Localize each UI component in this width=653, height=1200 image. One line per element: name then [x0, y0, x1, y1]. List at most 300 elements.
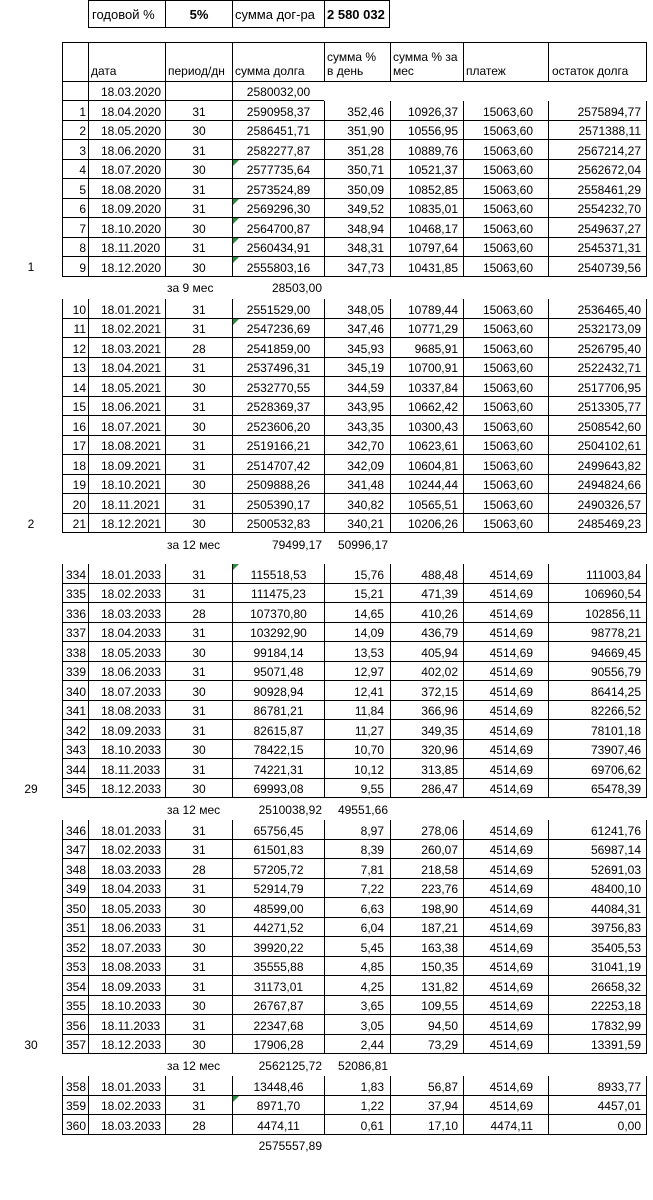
row-date: 18.11.2033: [88, 759, 165, 779]
row-date: 18.02.2033: [88, 584, 165, 604]
summary-row: [0, 1054, 653, 1074]
row-payment: 15063,60: [463, 455, 548, 475]
row-payment: 15063,60: [463, 257, 548, 277]
cell-note-marker: [233, 564, 239, 570]
row-debt: 82615,87: [232, 720, 324, 740]
row-pct-day: 343,35: [324, 416, 390, 436]
row-date: 18.10.2020: [88, 218, 165, 238]
row-payment: 15063,60: [463, 494, 548, 514]
row-period: 30: [165, 514, 232, 534]
row-pct-day: 1,22: [324, 1096, 390, 1116]
table-row: [0, 957, 653, 977]
row-period: 31: [165, 918, 232, 938]
row-payment: 4514,69: [463, 1035, 548, 1055]
row-debt: 35555,88: [232, 957, 324, 977]
row-balance: 2536465,40: [548, 299, 647, 319]
row-pct-month: 286,47: [390, 779, 463, 799]
row-balance: 2558461,29: [548, 179, 647, 199]
row-index: 10: [62, 299, 88, 319]
row-period: 30: [165, 416, 232, 436]
row-index: 16: [62, 416, 88, 436]
summary-pct: 52086,81: [337, 1058, 388, 1073]
row-index: 7: [62, 218, 88, 238]
row-period: 30: [165, 642, 232, 662]
row-period: 30: [165, 1035, 232, 1055]
row-date: 18.12.2021: [88, 514, 165, 534]
row-debt: 22347,68: [232, 1015, 324, 1035]
row-date: 18.05.2033: [88, 898, 165, 918]
row-payment: 4514,69: [463, 623, 548, 643]
row-pct-month: 471,39: [390, 584, 463, 604]
table-row: [0, 720, 653, 740]
row-pct-month: 10797,64: [390, 238, 463, 258]
row-pct-day: 345,93: [324, 338, 390, 358]
table-row: [0, 642, 653, 662]
row-pct-month: 278,06: [390, 820, 463, 840]
row-pct-month: 10835,01: [390, 199, 463, 219]
table-row: [0, 937, 653, 957]
table-row: [0, 436, 653, 456]
cell-note-marker: [233, 319, 239, 325]
row-pct-day: 343,95: [324, 397, 390, 417]
row-pct-day: 10,70: [324, 740, 390, 760]
row-pct-day: 348,94: [324, 218, 390, 238]
summary-debt: 79499,17: [271, 537, 322, 552]
table-row: [0, 494, 653, 514]
table-row: [0, 238, 653, 258]
row-period: 31: [165, 140, 232, 160]
row-period: 30: [165, 475, 232, 495]
row-index: 357: [62, 1035, 88, 1055]
row-date: 18.07.2021: [88, 416, 165, 436]
row-payment: 4514,69: [463, 584, 548, 604]
year-group-label: 30: [24, 1037, 38, 1052]
row-debt: 2555803,16: [232, 257, 324, 277]
table-row: [0, 996, 653, 1016]
row-index: 17: [62, 436, 88, 456]
table-row: [0, 879, 653, 899]
row-debt: 2532770,55: [232, 377, 324, 397]
row-balance: 69706,62: [548, 759, 647, 779]
row-index: 355: [62, 996, 88, 1016]
row-pct-day: 12,97: [324, 662, 390, 682]
row-pct-month: 10852,85: [390, 179, 463, 199]
col-period: период/дн: [165, 42, 232, 82]
row-debt: 2582277,87: [232, 140, 324, 160]
col-pct-day: сумма % в день: [324, 42, 390, 82]
row-payment: 15063,60: [463, 179, 548, 199]
row-balance: 65478,39: [548, 779, 647, 799]
row-index: 15: [62, 397, 88, 417]
row-date: 18.12.2033: [88, 779, 165, 799]
row-date: 18.01.2021: [88, 299, 165, 319]
row-pct-day: 349,52: [324, 199, 390, 219]
row-period: 31: [165, 701, 232, 721]
row-index: 353: [62, 957, 88, 977]
row-debt: 2528369,37: [232, 397, 324, 417]
row-index: 335: [62, 584, 88, 604]
table-row: [0, 584, 653, 604]
row-debt: 2537496,31: [232, 358, 324, 378]
row-pct-month: 488,48: [390, 564, 463, 584]
row-pct-month: 9685,91: [390, 338, 463, 358]
row-period: 28: [165, 603, 232, 623]
row-pct-month: 150,35: [390, 957, 463, 977]
summary-label: за 12 мес: [167, 802, 221, 817]
summary-label: за 9 мес: [167, 281, 214, 295]
row-pct-day: 5,45: [324, 937, 390, 957]
summary-row: [0, 798, 653, 818]
row-debt: 2523606,20: [232, 416, 324, 436]
row-debt: 78422,15: [232, 740, 324, 760]
cell-note-marker: [233, 238, 239, 244]
summary-row: [0, 277, 653, 297]
row-pct-month: 10521,37: [390, 160, 463, 180]
row-pct-month: 10431,85: [390, 257, 463, 277]
summary-debt: 28503,00: [271, 281, 322, 295]
row-payment: 4514,69: [463, 937, 548, 957]
row-debt: 107370,80: [232, 603, 324, 623]
row-index: 21: [62, 514, 88, 534]
row-pct-day: 345,19: [324, 358, 390, 378]
row-index: 11: [62, 319, 88, 339]
row-period: 31: [165, 455, 232, 475]
row-date: 18.05.2033: [88, 642, 165, 662]
cell-note-marker: [233, 160, 239, 166]
row-debt: 2551529,00: [232, 299, 324, 319]
row-period: 31: [165, 840, 232, 860]
row-period: 31: [165, 1096, 232, 1116]
row-debt: 44271,52: [232, 918, 324, 938]
row-payment: 15063,60: [463, 299, 548, 319]
table-row: [0, 759, 653, 779]
col-date: дата: [88, 42, 165, 82]
initial-date: 18.03.2020: [88, 82, 165, 101]
row-index: 352: [62, 937, 88, 957]
row-period: 31: [165, 584, 232, 604]
row-period: 30: [165, 937, 232, 957]
row-balance: 48400,10: [548, 879, 647, 899]
row-debt: 52914,79: [232, 879, 324, 899]
table-row: [0, 338, 653, 358]
col-debt: сумма долга: [232, 42, 324, 82]
row-pct-day: 14,65: [324, 603, 390, 623]
row-payment: 15063,60: [463, 436, 548, 456]
summary-row: [0, 533, 653, 553]
year-group-label: 1: [27, 260, 35, 274]
table-row: [0, 1015, 653, 1035]
row-balance: 22253,18: [548, 996, 647, 1016]
row-balance: 2545371,31: [548, 238, 647, 258]
row-debt: 8971,70: [232, 1096, 324, 1116]
table-row: [0, 918, 653, 938]
row-pct-day: 1,83: [324, 1076, 390, 1096]
row-debt: 61501,83: [232, 840, 324, 860]
row-balance: 2485469,23: [548, 514, 647, 534]
row-pct-month: 131,82: [390, 976, 463, 996]
header-row: [0, 0, 653, 28]
row-index: 337: [62, 623, 88, 643]
row-balance: 98778,21: [548, 623, 647, 643]
row-payment: 4514,69: [463, 957, 548, 977]
row-payment: 4514,69: [463, 859, 548, 879]
row-balance: 4457,01: [548, 1096, 647, 1116]
row-balance: 52691,03: [548, 859, 647, 879]
row-balance: 94669,45: [548, 642, 647, 662]
row-period: 30: [165, 740, 232, 760]
row-date: 18.02.2021: [88, 319, 165, 339]
year-group-label: 29: [24, 781, 38, 796]
row-payment: 4514,69: [463, 701, 548, 721]
row-pct-day: 6,04: [324, 918, 390, 938]
table-row: [0, 416, 653, 436]
row-pct-month: 10556,95: [390, 121, 463, 141]
row-payment: 4514,69: [463, 1096, 548, 1116]
row-debt: 17906,28: [232, 1035, 324, 1055]
row-debt: 2519166,21: [232, 436, 324, 456]
row-pct-day: 7,81: [324, 859, 390, 879]
row-pct-day: 14,09: [324, 623, 390, 643]
row-pct-month: 349,35: [390, 720, 463, 740]
row-index: 20: [62, 494, 88, 514]
row-balance: 2532173,09: [548, 319, 647, 339]
row-payment: 15063,60: [463, 101, 548, 121]
row-balance: 26658,32: [548, 976, 647, 996]
table-row: [0, 820, 653, 840]
table-row: [0, 976, 653, 996]
summary-row: [0, 1135, 653, 1155]
row-date: 18.11.2020: [88, 238, 165, 258]
row-debt: 111475,23: [232, 584, 324, 604]
row-payment: 4514,69: [463, 1076, 548, 1096]
table-row: [0, 681, 653, 701]
row-payment: 15063,60: [463, 319, 548, 339]
row-debt: 74221,31: [232, 759, 324, 779]
row-index: 18: [62, 455, 88, 475]
row-period: 31: [165, 319, 232, 339]
row-index: 349: [62, 879, 88, 899]
row-payment: 4514,69: [463, 898, 548, 918]
row-payment: 4514,69: [463, 976, 548, 996]
row-balance: 78101,18: [548, 720, 647, 740]
summary-debt: 2510038,92: [258, 802, 322, 817]
row-debt: 2541859,00: [232, 338, 324, 358]
row-pct-day: 8,97: [324, 820, 390, 840]
row-debt: 86781,21: [232, 701, 324, 721]
row-index: 358: [62, 1076, 88, 1096]
row-period: 28: [165, 338, 232, 358]
summary-label: за 12 мес: [167, 537, 221, 552]
row-pct-month: 402,02: [390, 662, 463, 682]
row-balance: 2499643,82: [548, 455, 647, 475]
row-payment: 4514,69: [463, 996, 548, 1016]
row-pct-day: 11,84: [324, 701, 390, 721]
row-pct-month: 187,21: [390, 918, 463, 938]
row-debt: 2500532,83: [232, 514, 324, 534]
row-index: 354: [62, 976, 88, 996]
row-debt: 39920,22: [232, 937, 324, 957]
row-pct-month: 223,76: [390, 879, 463, 899]
row-index: 351: [62, 918, 88, 938]
row-pct-day: 4,25: [324, 976, 390, 996]
row-index: 356: [62, 1015, 88, 1035]
row-index: 348: [62, 859, 88, 879]
row-index: 345: [62, 779, 88, 799]
row-index: 359: [62, 1096, 88, 1116]
row-date: 18.08.2033: [88, 701, 165, 721]
row-pct-day: 2,44: [324, 1035, 390, 1055]
row-debt: 2505390,17: [232, 494, 324, 514]
row-balance: 86414,25: [548, 681, 647, 701]
table-row: [0, 455, 653, 475]
row-balance: 56987,14: [548, 840, 647, 860]
summary-debt: 2562125,72: [258, 1058, 322, 1073]
row-period: 30: [165, 377, 232, 397]
row-pct-day: 3,05: [324, 1015, 390, 1035]
row-index: 360: [62, 1115, 88, 1135]
row-pct-day: 347,73: [324, 257, 390, 277]
row-period: 28: [165, 859, 232, 879]
row-payment: 4514,69: [463, 840, 548, 860]
table-row: [0, 199, 653, 219]
row-pct-day: 351,28: [324, 140, 390, 160]
row-debt: 2564700,87: [232, 218, 324, 238]
row-pct-day: 351,90: [324, 121, 390, 141]
row-period: 28: [165, 1115, 232, 1135]
row-debt: 90928,94: [232, 681, 324, 701]
summary-debt: 2575557,89: [258, 1139, 322, 1153]
row-payment: 4514,69: [463, 564, 548, 584]
row-balance: 73907,46: [548, 740, 647, 760]
row-date: 18.05.2020: [88, 121, 165, 141]
row-pct-month: 10623,61: [390, 436, 463, 456]
rate-label: годовой %: [88, 0, 165, 28]
table-row: [0, 1035, 653, 1055]
table-row: [0, 358, 653, 378]
initial-row: [0, 82, 653, 101]
row-pct-day: 340,82: [324, 494, 390, 514]
table-row: [0, 101, 653, 121]
row-index: 2: [62, 121, 88, 141]
row-debt: 2560434,91: [232, 238, 324, 258]
row-date: 18.10.2021: [88, 475, 165, 495]
row-pct-day: 352,46: [324, 101, 390, 121]
row-pct-month: 405,94: [390, 642, 463, 662]
row-date: 18.06.2020: [88, 140, 165, 160]
row-date: 18.12.2020: [88, 257, 165, 277]
row-date: 18.07.2033: [88, 937, 165, 957]
row-payment: 4514,69: [463, 1015, 548, 1035]
row-payment: 15063,60: [463, 218, 548, 238]
row-debt: 2590958,37: [232, 101, 324, 121]
row-date: 18.09.2033: [88, 720, 165, 740]
row-balance: 2567214,27: [548, 140, 647, 160]
row-date: 18.04.2021: [88, 358, 165, 378]
row-pct-month: 10789,44: [390, 299, 463, 319]
row-date: 18.03.2033: [88, 1115, 165, 1135]
row-pct-day: 11,27: [324, 720, 390, 740]
cell-note-marker: [233, 199, 239, 205]
row-date: 18.06.2033: [88, 918, 165, 938]
row-pct-month: 10337,84: [390, 377, 463, 397]
table-row: [0, 898, 653, 918]
row-balance: 0,00: [548, 1115, 647, 1135]
table-row: [0, 564, 653, 584]
row-pct-month: 10662,42: [390, 397, 463, 417]
table-row: [0, 603, 653, 623]
table-row: [0, 218, 653, 238]
row-period: 31: [165, 358, 232, 378]
summary-pct: [324, 1135, 390, 1155]
row-pct-month: 10700,91: [390, 358, 463, 378]
row-payment: 15063,60: [463, 475, 548, 495]
row-payment: 4514,69: [463, 681, 548, 701]
row-pct-day: 344,59: [324, 377, 390, 397]
row-balance: 2504102,61: [548, 436, 647, 456]
row-balance: 2508542,60: [548, 416, 647, 436]
row-pct-day: 7,22: [324, 879, 390, 899]
row-debt: 13448,46: [232, 1076, 324, 1096]
table-row: [0, 1096, 653, 1116]
row-index: 14: [62, 377, 88, 397]
row-date: 18.08.2021: [88, 436, 165, 456]
row-balance: 82266,52: [548, 701, 647, 721]
row-balance: 39756,83: [548, 918, 647, 938]
row-debt: 48599,00: [232, 898, 324, 918]
row-payment: 4514,69: [463, 720, 548, 740]
row-period: 31: [165, 101, 232, 121]
column-headers: [0, 42, 653, 82]
row-debt: 2586451,71: [232, 121, 324, 141]
row-payment: 4514,69: [463, 759, 548, 779]
row-pct-month: 10565,51: [390, 494, 463, 514]
row-pct-month: 372,15: [390, 681, 463, 701]
row-pct-month: 37,94: [390, 1096, 463, 1116]
table-row: [0, 840, 653, 860]
row-pct-month: 10889,76: [390, 140, 463, 160]
row-balance: 2540739,56: [548, 257, 647, 277]
row-period: 30: [165, 898, 232, 918]
row-pct-month: 17,10: [390, 1115, 463, 1135]
row-payment: 15063,60: [463, 514, 548, 534]
row-index: 13: [62, 358, 88, 378]
row-pct-month: 260,07: [390, 840, 463, 860]
row-payment: 15063,60: [463, 377, 548, 397]
row-index: 346: [62, 820, 88, 840]
row-pct-day: 340,21: [324, 514, 390, 534]
row-payment: 4474,11: [463, 1115, 548, 1135]
row-balance: 2526795,40: [548, 338, 647, 358]
row-pct-day: 3,65: [324, 996, 390, 1016]
row-balance: 111003,84: [548, 564, 647, 584]
row-period: 31: [165, 720, 232, 740]
row-pct-day: 348,31: [324, 238, 390, 258]
table-row: [0, 397, 653, 417]
row-balance: 2490326,57: [548, 494, 647, 514]
row-pct-day: 9,55: [324, 779, 390, 799]
row-debt: 4474,11: [232, 1115, 324, 1135]
row-pct-month: 10468,17: [390, 218, 463, 238]
row-index: 350: [62, 898, 88, 918]
row-period: 30: [165, 681, 232, 701]
row-period: 31: [165, 820, 232, 840]
row-payment: 4514,69: [463, 918, 548, 938]
row-pct-month: 10604,81: [390, 455, 463, 475]
row-debt: 2509888,26: [232, 475, 324, 495]
row-date: 18.08.2033: [88, 957, 165, 977]
row-payment: 4514,69: [463, 740, 548, 760]
row-pct-day: 350,71: [324, 160, 390, 180]
